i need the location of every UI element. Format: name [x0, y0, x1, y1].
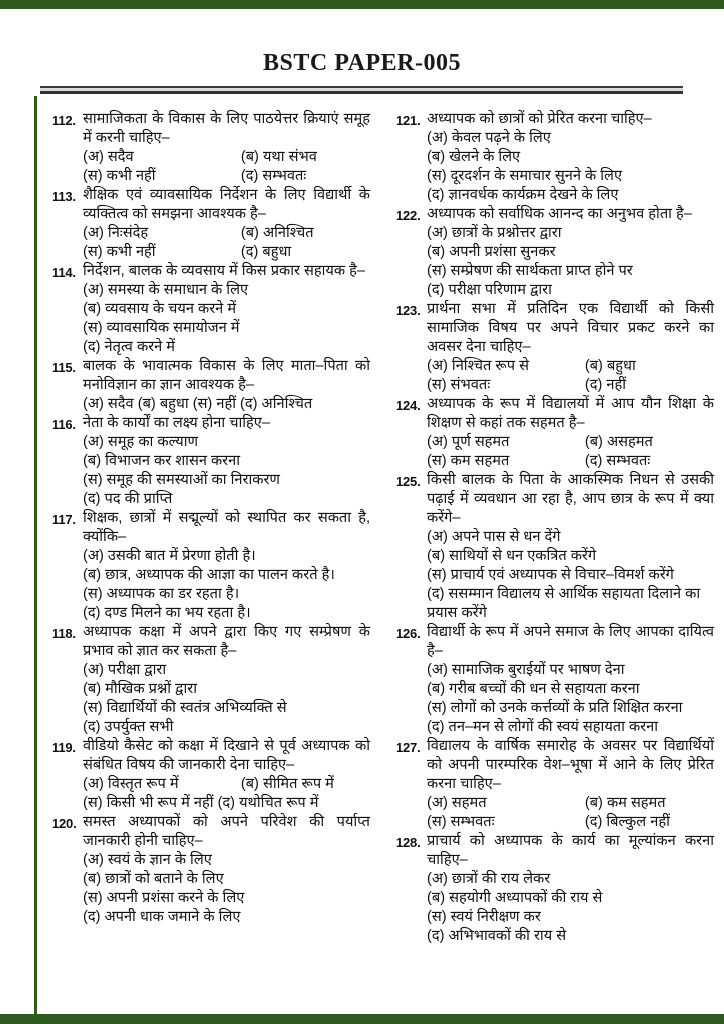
option-row [427, 927, 714, 946]
question-body [83, 186, 370, 262]
question-body [83, 110, 370, 186]
option-row [427, 889, 714, 908]
option-text: (द) बिल्कुल नहीं [584, 814, 670, 830]
question-text: नेता के कार्यों का लक्ष्य होना चाहिए– [83, 415, 270, 431]
option-row [83, 851, 370, 870]
question-text: किसी बालक के पिता के आकस्मिक निधन से उसकी पढ़ाई में व्यवधान आ रहा है, आप छात्र के रूप में क्या करेंगे– [427, 472, 714, 526]
question-text: अध्यापक के रूप में विद्यालयों में आप यौन शिक्षा के शिक्षण से कहां तक सहमत है– [427, 396, 714, 431]
question-number: 114. [52, 265, 76, 280]
question-item [396, 737, 714, 832]
question-text: अध्यापक को सर्वाधिक आनन्द का अनुभव होता है– [427, 206, 692, 222]
option-text: (अ) पूर्ण सहमत [427, 434, 510, 450]
option-text: (द) परीक्षा परिणाम द्वारा [427, 282, 552, 298]
question-item [396, 205, 714, 300]
question-body [427, 300, 714, 395]
option-text: (स) अध्यापक का डर रहता है। [83, 586, 240, 602]
frame-top-bar [0, 0, 724, 9]
option-text: (द) नहीं [584, 377, 626, 393]
option-text: (अ) समूह का कल्याण [83, 434, 199, 450]
question-item [52, 414, 370, 509]
option-text: (द) अभिभावकों की राय से [427, 928, 567, 944]
option-row [83, 243, 370, 262]
option-row [83, 300, 370, 319]
option-row [83, 471, 370, 490]
option-row [427, 661, 714, 680]
question-body [427, 832, 714, 946]
option-row [83, 718, 370, 737]
question-text: शिक्षक, छात्रों में सद्मूल्यों को स्थापित कर सकता है, क्योंकि– [83, 510, 370, 545]
option-row [83, 224, 370, 243]
option-row [427, 148, 714, 167]
question-body [83, 813, 370, 927]
option-text: (ब) अपनी प्रशंसा सुनकर [427, 244, 556, 260]
option-row [83, 319, 370, 338]
option-text: (ब) सहयोगी अध्यापकों की राय से [427, 890, 603, 906]
question-text: प्रार्थना सभा में प्रतिदिन एक विद्यार्थी को किसी सामाजिक विषय पर अपने विचार प्रकट करने का अवसर देना चाहिए– [427, 301, 714, 355]
question-text: प्राचार्य को अध्यापक के कार्य का मूल्यांकन करना चाहिए– [427, 833, 714, 868]
option-text: (ब) गरीब बच्चों की धन से सहायता करना [427, 681, 640, 697]
option-row [427, 376, 714, 395]
question-number: 118. [52, 626, 76, 641]
question-item [396, 471, 714, 623]
question-item [52, 737, 370, 813]
questions-right-column [396, 110, 714, 946]
option-text: (स) स्वयं निरीक्षण कर [427, 909, 541, 925]
frame-bottom-bar [0, 1014, 724, 1024]
question-text: बालक के भावात्मक विकास के लिए माता–पिता को मनोविज्ञान का ज्ञान आवश्यक है– [83, 358, 370, 393]
option-text: (ब) बहुधा [584, 358, 636, 374]
option-text: (स) समूह की समस्याओं का निराकरण [83, 472, 280, 488]
question-item [52, 110, 370, 186]
page-title: BSTC PAPER-005 [263, 50, 461, 76]
question-area [0, 94, 724, 946]
question-item [52, 186, 370, 262]
option-text: (अ) सदैव (ब) बहुधा (स) नहीं (द) अनिश्चित [83, 396, 313, 412]
question-item [52, 623, 370, 737]
option-text: (अ) छात्रों की राय लेकर [427, 871, 551, 887]
question-body [83, 737, 370, 813]
option-row [427, 262, 714, 281]
option-text: (ब) खेलने के लिए [427, 149, 521, 165]
question-body [83, 623, 370, 737]
option-row [427, 699, 714, 718]
question-text: अध्यापक को छात्रों को प्रेरित करना चाहिए– [427, 111, 652, 127]
question-number: 120. [52, 816, 77, 831]
question-body [83, 357, 370, 414]
option-row [83, 338, 370, 357]
option-row [83, 889, 370, 908]
question-text: विद्यार्थी के रूप में अपने समाज के लिए आपका दायित्व है– [427, 624, 714, 659]
option-row [83, 908, 370, 927]
option-row [83, 794, 370, 813]
option-row [427, 186, 714, 205]
option-row [427, 243, 714, 262]
option-row [427, 224, 714, 243]
option-text: (स) कभी नहीं [83, 244, 156, 260]
option-text: (द) ज्ञानवर्धक कार्यक्रम देखने के लिए [427, 187, 619, 203]
option-row [427, 585, 714, 623]
question-number: 122. [396, 208, 421, 223]
question-number: 126. [396, 626, 421, 641]
option-text: (अ) निःसंदेह [83, 225, 149, 241]
option-text: (अ) समस्या के समाधान के लिए [83, 282, 249, 298]
option-row [427, 908, 714, 927]
option-text: (स) कम सहमत [427, 453, 510, 469]
option-text: (स) लोगों को उनके कर्त्तव्यों के प्रति शिक्षित करना [427, 700, 683, 716]
option-text: (अ) छात्रों के प्रश्नोत्तर द्वारा [427, 225, 562, 241]
option-text: (ब) अनिश्चित [240, 225, 314, 241]
option-text: (ब) असहमत [584, 434, 653, 450]
option-row [83, 148, 370, 167]
option-text: (स) दूरदर्शन के समाचार सुनने के लिए [427, 168, 623, 184]
option-row [427, 813, 714, 832]
option-row [427, 528, 714, 547]
question-number: 123. [396, 303, 421, 318]
question-number: 119. [52, 740, 76, 755]
question-body [427, 395, 714, 471]
option-text: (द) तन–मन से लोगों की स्वयं सहायता करना [427, 719, 659, 735]
question-text: निर्देशन, बालक के व्यवसाय में किस प्रकार सहायक है– [83, 263, 366, 279]
option-text: (द) पद की प्राप्ति [83, 491, 173, 507]
option-text: (स) किसी भी रूप में नहीं (द) यथोचित रूप में [83, 795, 319, 811]
option-row [83, 661, 370, 680]
question-body [427, 623, 714, 737]
option-row [83, 870, 370, 889]
question-text: सामाजिकता के विकास के लिए पाठयेत्तर क्रियाएं समूह में करनी चाहिए– [83, 111, 370, 146]
option-text: (ब) सीमित रूप में [240, 776, 334, 792]
option-row [83, 433, 370, 452]
option-text: (अ) निश्चित रूप से [427, 358, 529, 374]
question-item [52, 509, 370, 623]
option-text: (ब) साथियों से धन एकत्रित करेंगे [427, 548, 597, 564]
option-row [83, 281, 370, 300]
question-number: 128. [396, 835, 421, 850]
question-item [396, 623, 714, 737]
option-text: (ब) छात्र, अध्यापक की आज्ञा का पालन करते है। [83, 567, 335, 583]
option-text: (अ) केवल पढ़ने के लिए [427, 130, 551, 146]
option-row [83, 547, 370, 566]
option-row [427, 870, 714, 889]
option-row [427, 167, 714, 186]
frame-left-line [34, 96, 37, 1014]
option-text: (द) ससम्मान विद्यालय से आर्थिक सहायता दिलाने का प्रयास करेंगे [427, 586, 701, 621]
question-item [52, 357, 370, 414]
question-item [396, 110, 714, 205]
option-text: (द) सम्भवतः [240, 168, 307, 184]
option-text: (स) सम्प्रेषण की सार्थकता प्राप्त होने पर [427, 263, 633, 279]
option-text: (स) कभी नहीं [83, 168, 156, 184]
option-text: (स) विद्यार्थियों की स्वतंत्र अभिव्यक्ति से [83, 700, 287, 716]
question-number: 124. [396, 398, 421, 413]
question-number: 115. [52, 360, 76, 375]
question-number: 112. [52, 113, 76, 128]
question-item [396, 300, 714, 395]
question-item [396, 832, 714, 946]
option-row [427, 129, 714, 148]
option-row [427, 433, 714, 452]
question-body [83, 509, 370, 623]
option-text: (स) संभवतः [427, 377, 491, 393]
option-text: (अ) सामाजिक बुराईयों पर भाषण देना [427, 662, 625, 678]
questions-left-column [52, 110, 370, 946]
question-text: समस्त अध्यापकों को अपने परिवेश की पर्याप्त जानकारी होनी चाहिए– [83, 814, 370, 849]
question-text: वीडियो कैसेट को कक्षा में दिखाने से पूर्व अध्यापक को संबंधित विषय की जानकारी देना चाहिए– [83, 738, 370, 773]
question-body [83, 414, 370, 509]
option-text: (ब) मौखिक प्रश्नों द्वारा [83, 681, 197, 697]
option-text: (स) अपनी प्रशंसा करने के लिए [83, 890, 245, 906]
question-body [83, 262, 370, 357]
option-row [427, 357, 714, 376]
option-row [83, 680, 370, 699]
question-text: शैक्षिक एवं व्यावसायिक निर्देशन के लिए विद्यार्थी के व्यक्तित्व को समझना आवश्यक है– [83, 187, 370, 222]
option-text: (अ) सदैव [83, 149, 134, 165]
option-text: (अ) सहमत [427, 795, 487, 811]
option-text: (स) व्यावसायिक समायोजन में [83, 320, 240, 336]
option-text: (द) दण्ड मिलने का भय रहता है। [83, 605, 251, 621]
option-text: (ब) छात्रों को बताने के लिए [83, 871, 224, 887]
option-text: (अ) उसकी बात में प्रेरणा होती है। [83, 548, 256, 564]
option-text: (अ) स्वयं के ज्ञान के लिए [83, 852, 212, 868]
question-number: 121. [396, 113, 421, 128]
option-text: (अ) परीक्षा द्वारा [83, 662, 167, 678]
question-text: विद्यालय के वार्षिक समारोह के अवसर पर विद्यार्थियों को अपनी पारम्परिक वेश–भूषा में आने के लिए प्रेरित करना चाहिए– [427, 738, 714, 792]
question-body [427, 205, 714, 300]
option-text: (द) उपर्युक्त सभी [83, 719, 174, 735]
option-text: (स) प्राचार्य एवं अध्यापक से विचार–विमर्श करेंगे [427, 567, 674, 583]
question-item [52, 813, 370, 927]
option-text: (ब) यथा संभव [240, 149, 317, 165]
option-row [427, 794, 714, 813]
option-text: (ब) विभाजन कर शासन करना [83, 453, 241, 469]
option-row [427, 547, 714, 566]
question-number: 127. [396, 740, 421, 755]
question-item [396, 395, 714, 471]
question-number: 125. [396, 474, 421, 489]
option-row [83, 395, 370, 414]
option-row [427, 680, 714, 699]
option-row [83, 167, 370, 186]
option-text: (स) सम्भवतः [427, 814, 495, 830]
option-text: (ब) व्यवसाय के चयन करने में [83, 301, 237, 317]
question-body [427, 471, 714, 623]
option-row [427, 452, 714, 471]
question-item [52, 262, 370, 357]
question-body [427, 737, 714, 832]
question-number: 113. [52, 189, 76, 204]
option-row [427, 566, 714, 585]
option-row [83, 604, 370, 623]
option-text: (द) सम्भवतः [584, 453, 651, 469]
title-rule [40, 86, 683, 94]
question-body [427, 110, 714, 205]
option-row [427, 718, 714, 737]
option-text: (द) अपनी धाक जमाने के लिए [83, 909, 241, 925]
question-text: अध्यापक कक्षा में अपने द्वारा किए गए सम्प्रेषण के प्रभाव को ज्ञात कर सकता है– [83, 624, 370, 659]
option-row [83, 585, 370, 604]
option-row [83, 566, 370, 585]
option-text: (अ) अपने पास से धन देंगे [427, 529, 561, 545]
option-row [83, 490, 370, 509]
option-row [83, 775, 370, 794]
option-text: (द) नेतृत्व करने में [83, 339, 176, 355]
option-row [83, 699, 370, 718]
option-row [83, 452, 370, 471]
header [0, 0, 724, 94]
option-row [427, 281, 714, 300]
option-text: (द) बहुधा [240, 244, 292, 260]
question-number: 116. [52, 417, 76, 432]
option-text: (ब) कम सहमत [584, 795, 666, 811]
option-text: (अ) विस्तृत रूप में [83, 776, 179, 792]
question-number: 117. [52, 512, 76, 527]
